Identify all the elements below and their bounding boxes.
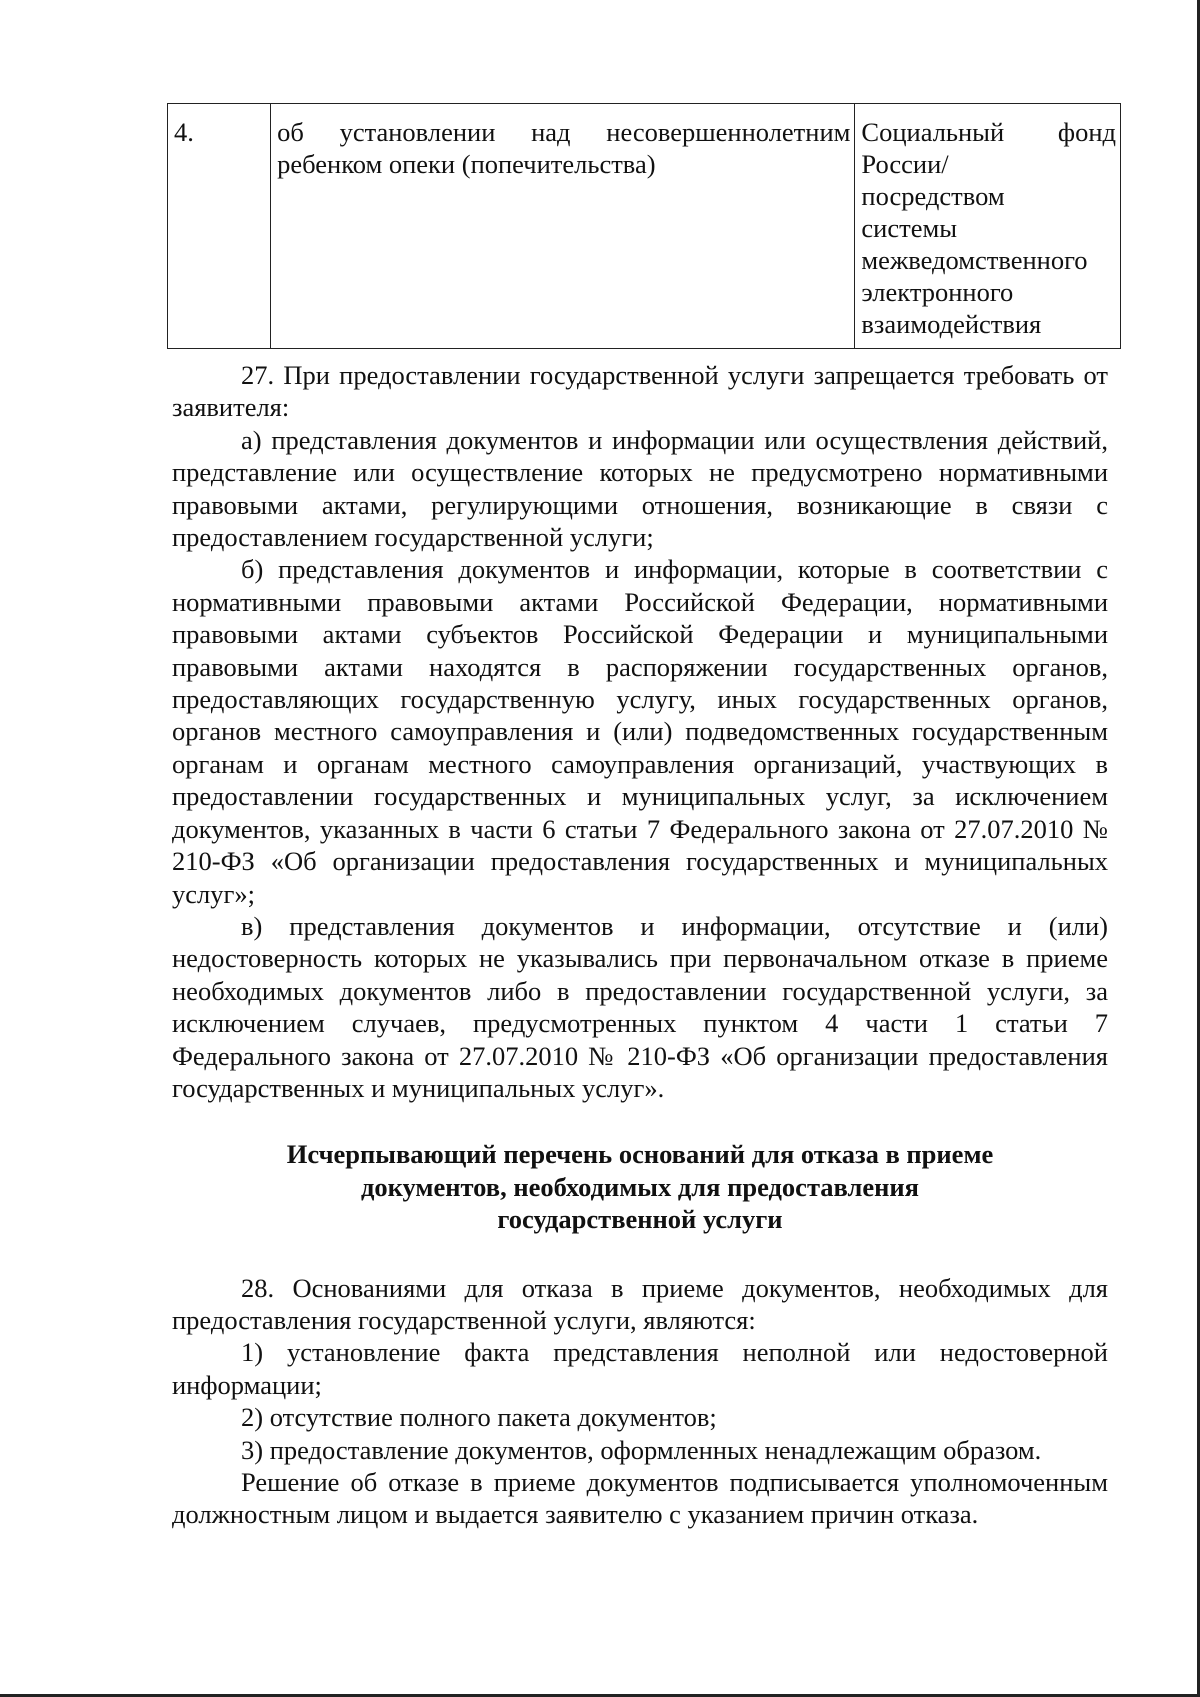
paragraph-27: 27. При предоставлении государственной услуги запрещается требовать от заявителя: (172, 360, 1108, 423)
table-row (168, 104, 1121, 349)
row-source-line: электронного (861, 277, 1014, 307)
section-heading-line: документов, необходимых для предоставления (360, 1171, 919, 1202)
row-source-line: системы (861, 213, 958, 243)
row-source-line: Социальный фонд (861, 117, 1116, 147)
paragraph-27-b: б) представления документов и информации, которые в соответствии с нормативными правовыми актами Российской Федерации, нормативными правовыми актами субъектов Российской Федерации и муниципальными правовыми актами находятся в распоряжении государственных органов, предоставляющих государственную услугу, иных государственных органов, органов местного самоуправления и (или) подведомственных государственным органам и органам местного самоуправления организаций, участвующих в предоставлении государственных и муниципальных услуг, за исключением документов, указанных в части 6 статьи 7 Федерального закона от 27.07.2010 № 210-ФЗ «Об организации предоставления государственных и муниципальных услуг»; (172, 554, 1108, 909)
row-source (855, 104, 1121, 349)
paragraph-28-2: 2) отсутствие полного пакета документов; (241, 1402, 717, 1433)
paragraph-decision: Решение об отказе в приеме документов подписывается уполномоченным должностным лицом и выдается заявителю с указанием причин отказа. (172, 1467, 1108, 1530)
documents-table (167, 103, 1121, 349)
row-description-line: ребенком опеки (попечительства) (277, 149, 656, 179)
section-heading (172, 1138, 1108, 1235)
paragraph-28-3: 3) предоставление документов, оформленных ненадлежащим образом. (241, 1434, 1042, 1465)
row-description (271, 104, 855, 349)
paragraph-27-v: в) представления документов и информации, отсутствие и (или) недостоверность которых не указывались при первоначальном отказе в приеме необходимых документов либо в предоставлении государственной услуги, за исключением случаев, предусмотренных пунктом 4 части 1 статьи 7 Федерального закона от 27.07.2010 № 210-ФЗ «Об организации предоставления государственных и муниципальных услуг». (172, 910, 1108, 1103)
row-number: 4. (168, 104, 271, 349)
paragraph-28-1: 1) установление факта представления неполной или недостоверной информации; (172, 1337, 1108, 1400)
row-source-line: России/ (861, 149, 949, 179)
section-heading-line: государственной услуги (497, 1204, 783, 1235)
row-source-line: взаимодействия (861, 309, 1042, 339)
row-description-line: об установлении над несовершеннолетним (277, 117, 851, 147)
paragraph-28: 28. Основаниями для отказа в приеме документов, необходимых для предоставления государственной услуги, являются: (172, 1272, 1108, 1335)
paragraph-27-a: а) представления документов и информации или осуществления действий, представление или осуществление которых не предусмотрено нормативными правовыми актами, регулирующими отношения, возникающие в связи с предоставлением государственной услуги; (172, 424, 1108, 553)
row-source-line: посредством (861, 181, 1005, 211)
section-heading-line: Исчерпывающий перечень оснований для отказа в приеме (286, 1139, 994, 1170)
row-source-line: межведомственного (861, 245, 1088, 275)
document-body (172, 359, 1108, 1531)
